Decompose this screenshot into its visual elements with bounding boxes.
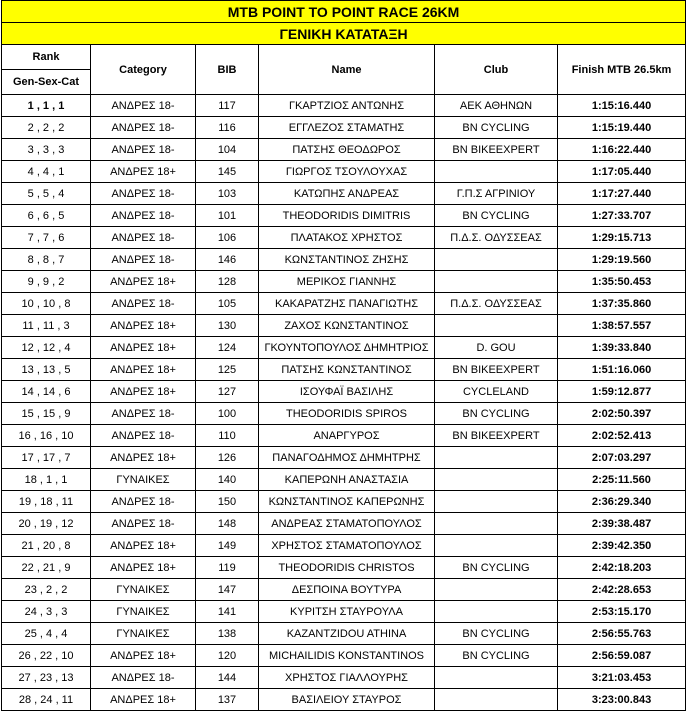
club-cell: BN CYCLING — [435, 557, 558, 579]
name-cell: ΖΑΧΟΣ ΚΩΝΣΤΑΝΤΙΝΟΣ — [259, 315, 435, 337]
classification-title: ΓΕΝΙΚΗ ΚΑΤΑΤΑΞΗ — [2, 23, 686, 45]
rank-cell: 10 , 10 , 8 — [2, 293, 91, 315]
bib-cell: 119 — [196, 557, 259, 579]
rank-cell: 9 , 9 , 2 — [2, 271, 91, 293]
table-row — [2, 117, 686, 139]
rank-cell: 14 , 14 , 6 — [2, 381, 91, 403]
subtitle-row — [2, 23, 686, 45]
finish-time-cell: 3:23:00.843 — [558, 689, 686, 711]
category-cell: ΑΝΔΡΕΣ 18+ — [91, 447, 196, 469]
finish-time-cell: 2:56:59.087 — [558, 645, 686, 667]
finish-time-cell: 2:42:28.653 — [558, 579, 686, 601]
bib-cell: 100 — [196, 403, 259, 425]
table-row — [2, 447, 686, 469]
bib-cell: 144 — [196, 667, 259, 689]
name-cell: ΕΓΓΛΕΖΟΣ ΣΤΑΜΑΤΗΣ — [259, 117, 435, 139]
finish-time-cell: 1:17:27.440 — [558, 183, 686, 205]
rank-cell: 25 , 4 , 4 — [2, 623, 91, 645]
bib-cell: 137 — [196, 689, 259, 711]
bib-cell: 105 — [196, 293, 259, 315]
club-cell: BN BIKEEXPERT — [435, 139, 558, 161]
club-cell — [435, 535, 558, 557]
category-cell: ΑΝΔΡΕΣ 18- — [91, 667, 196, 689]
finish-time-cell: 1:35:50.453 — [558, 271, 686, 293]
finish-time-cell: 2:53:15.170 — [558, 601, 686, 623]
rank-cell: 15 , 15 , 9 — [2, 403, 91, 425]
table-row — [2, 227, 686, 249]
table-row — [2, 381, 686, 403]
table-row — [2, 95, 686, 117]
name-cell: KAZANTZIDOU ATHINA — [259, 623, 435, 645]
club-cell: Π.Δ.Σ. ΟΔΥΣΣΕΑΣ — [435, 227, 558, 249]
bib-cell: 145 — [196, 161, 259, 183]
bib-cell: 124 — [196, 337, 259, 359]
results-body — [2, 95, 686, 711]
category-cell: ΑΝΔΡΕΣ 18- — [91, 117, 196, 139]
finish-time-cell: 3:21:03.453 — [558, 667, 686, 689]
name-cell: ΓΚΟΥΝΤΟΠΟΥΛΟΣ ΔΗΜΗΤΡΙΟΣ — [259, 337, 435, 359]
bib-cell: 146 — [196, 249, 259, 271]
table-row — [2, 645, 686, 667]
rank-cell: 4 , 4 , 1 — [2, 161, 91, 183]
header-name: Name — [259, 45, 435, 95]
club-cell — [435, 315, 558, 337]
name-cell: ΙΣΟΥΦΑΪ ΒΑΣΙΛΗΣ — [259, 381, 435, 403]
category-cell: ΑΝΔΡΕΣ 18+ — [91, 337, 196, 359]
bib-cell: 148 — [196, 513, 259, 535]
category-cell: ΑΝΔΡΕΣ 18- — [91, 139, 196, 161]
name-cell: ΑΝΔΡΕΑΣ ΣΤΑΜΑΤΟΠΟΥΛΟΣ — [259, 513, 435, 535]
rank-cell: 17 , 17 , 7 — [2, 447, 91, 469]
results-table — [1, 0, 686, 711]
bib-cell: 150 — [196, 491, 259, 513]
name-cell: ΚΑΠΕΡΩΝΗ ΑΝΑΣΤΑΣΙΑ — [259, 469, 435, 491]
finish-time-cell: 1:17:05.440 — [558, 161, 686, 183]
club-cell — [435, 447, 558, 469]
club-cell — [435, 271, 558, 293]
name-cell: ΓΙΩΡΓΟΣ ΤΣΟΥΛΟΥΧΑΣ — [259, 161, 435, 183]
bib-cell: 141 — [196, 601, 259, 623]
name-cell: THEODORIDIS CHRISTOS — [259, 557, 435, 579]
bib-cell: 117 — [196, 95, 259, 117]
table-row — [2, 689, 686, 711]
club-cell: Π.Δ.Σ. ΟΔΥΣΣΕΑΣ — [435, 293, 558, 315]
name-cell: ΚΑΤΩΠΗΣ ΑΝΔΡΕΑΣ — [259, 183, 435, 205]
club-cell — [435, 249, 558, 271]
header-finish: Finish MTB 26.5km — [558, 45, 686, 95]
category-cell: ΑΝΔΡΕΣ 18- — [91, 491, 196, 513]
bib-cell: 147 — [196, 579, 259, 601]
rank-cell: 2 , 2 , 2 — [2, 117, 91, 139]
rank-cell: 28 , 24 , 11 — [2, 689, 91, 711]
header-bib: BIB — [196, 45, 259, 95]
bib-cell: 127 — [196, 381, 259, 403]
bib-cell: 128 — [196, 271, 259, 293]
category-cell: ΓΥΝΑΙΚΕΣ — [91, 469, 196, 491]
rank-cell: 16 , 16 , 10 — [2, 425, 91, 447]
category-cell: ΑΝΔΡΕΣ 18- — [91, 403, 196, 425]
club-cell: BN BIKEEXPERT — [435, 359, 558, 381]
name-cell: ΓΚΑΡΤΖΙΟΣ ΑΝΤΩΝΗΣ — [259, 95, 435, 117]
club-cell — [435, 667, 558, 689]
rank-cell: 5 , 5 , 4 — [2, 183, 91, 205]
category-cell: ΑΝΔΡΕΣ 18- — [91, 293, 196, 315]
category-cell: ΑΝΔΡΕΣ 18+ — [91, 535, 196, 557]
bib-cell: 116 — [196, 117, 259, 139]
name-cell: THEODORIDIS DIMITRIS — [259, 205, 435, 227]
club-cell: D. GOU — [435, 337, 558, 359]
rank-cell: 3 , 3 , 3 — [2, 139, 91, 161]
name-cell: ΠΑΤΣΗΣ ΘΕΟΔΩΡΟΣ — [259, 139, 435, 161]
table-row — [2, 139, 686, 161]
club-cell — [435, 689, 558, 711]
finish-time-cell: 2:42:18.203 — [558, 557, 686, 579]
table-row — [2, 579, 686, 601]
table-row — [2, 535, 686, 557]
rank-cell: 12 , 12 , 4 — [2, 337, 91, 359]
category-cell: ΑΝΔΡΕΣ 18+ — [91, 359, 196, 381]
club-cell — [435, 491, 558, 513]
name-cell: ΠΛΑΤΑΚΟΣ ΧΡΗΣΤΟΣ — [259, 227, 435, 249]
category-cell: ΓΥΝΑΙΚΕΣ — [91, 623, 196, 645]
bib-cell: 103 — [196, 183, 259, 205]
club-cell — [435, 513, 558, 535]
name-cell: ΚΑΚΑΡΑΤΖΗΣ ΠΑΝΑΓΙΩΤΗΣ — [259, 293, 435, 315]
table-row — [2, 557, 686, 579]
category-cell: ΑΝΔΡΕΣ 18+ — [91, 645, 196, 667]
bib-cell: 104 — [196, 139, 259, 161]
club-cell: CYCLELAND — [435, 381, 558, 403]
rank-cell: 11 , 11 , 3 — [2, 315, 91, 337]
table-row — [2, 293, 686, 315]
category-cell: ΑΝΔΡΕΣ 18- — [91, 227, 196, 249]
name-cell: THEODORIDIS SPIROS — [259, 403, 435, 425]
bib-cell: 149 — [196, 535, 259, 557]
name-cell: ΔΕΣΠΟΙΝΑ ΒΟΥΤΥΡΑ — [259, 579, 435, 601]
club-cell — [435, 601, 558, 623]
finish-time-cell: 1:27:33.707 — [558, 205, 686, 227]
category-cell: ΑΝΔΡΕΣ 18- — [91, 183, 196, 205]
table-row — [2, 623, 686, 645]
finish-time-cell: 1:15:16.440 — [558, 95, 686, 117]
name-cell: ΑΝΑΡΓΥΡΟΣ — [259, 425, 435, 447]
name-cell: ΚΥΡΙΤΣΗ ΣΤΑΥΡΟΥΛΑ — [259, 601, 435, 623]
rank-cell: 6 , 6 , 5 — [2, 205, 91, 227]
club-cell: BN BIKEEXPERT — [435, 425, 558, 447]
club-cell — [435, 161, 558, 183]
rank-cell: 18 , 1 , 1 — [2, 469, 91, 491]
category-cell: ΑΝΔΡΕΣ 18- — [91, 249, 196, 271]
table-row — [2, 469, 686, 491]
category-cell: ΑΝΔΡΕΣ 18+ — [91, 315, 196, 337]
bib-cell: 110 — [196, 425, 259, 447]
bib-cell: 125 — [196, 359, 259, 381]
name-cell: ΚΩΝΣΤΑΝΤΙΝΟΣ ΖΗΣΗΣ — [259, 249, 435, 271]
finish-time-cell: 1:16:22.440 — [558, 139, 686, 161]
header-club: Club — [435, 45, 558, 95]
bib-cell: 140 — [196, 469, 259, 491]
header-rank-sub: Gen-Sex-Cat — [2, 70, 91, 95]
finish-time-cell: 1:15:19.440 — [558, 117, 686, 139]
table-row — [2, 249, 686, 271]
club-cell — [435, 579, 558, 601]
rank-cell: 19 , 18 , 11 — [2, 491, 91, 513]
table-row — [2, 183, 686, 205]
rank-cell: 1 , 1 , 1 — [2, 95, 91, 117]
finish-time-cell: 2:25:11.560 — [558, 469, 686, 491]
finish-time-cell: 1:39:33.840 — [558, 337, 686, 359]
category-cell: ΑΝΔΡΕΣ 18+ — [91, 381, 196, 403]
finish-time-cell: 1:37:35.860 — [558, 293, 686, 315]
finish-time-cell: 2:02:50.397 — [558, 403, 686, 425]
finish-time-cell: 1:51:16.060 — [558, 359, 686, 381]
rank-cell: 27 , 23 , 13 — [2, 667, 91, 689]
category-cell: ΑΝΔΡΕΣ 18- — [91, 425, 196, 447]
club-cell: BN CYCLING — [435, 645, 558, 667]
header-row — [2, 45, 686, 70]
name-cell: ΚΩΝΣΤΑΝΤΙΝΟΣ ΚΑΠΕΡΩΝΗΣ — [259, 491, 435, 513]
finish-time-cell: 1:29:19.560 — [558, 249, 686, 271]
bib-cell: 120 — [196, 645, 259, 667]
club-cell: ΑΕΚ ΑΘΗΝΩΝ — [435, 95, 558, 117]
table-row — [2, 425, 686, 447]
name-cell: ΒΑΣΙΛΕΙΟΥ ΣΤΑΥΡΟΣ — [259, 689, 435, 711]
table-row — [2, 403, 686, 425]
header-rank: Rank — [2, 45, 91, 70]
club-cell: BN CYCLING — [435, 623, 558, 645]
table-row — [2, 667, 686, 689]
category-cell: ΑΝΔΡΕΣ 18- — [91, 95, 196, 117]
rank-cell: 26 , 22 , 10 — [2, 645, 91, 667]
name-cell: ΧΡΗΣΤΟΣ ΣΤΑΜΑΤΟΠΟΥΛΟΣ — [259, 535, 435, 557]
category-cell: ΑΝΔΡΕΣ 18+ — [91, 557, 196, 579]
header-category: Category — [91, 45, 196, 95]
rank-cell: 8 , 8 , 7 — [2, 249, 91, 271]
category-cell: ΑΝΔΡΕΣ 18+ — [91, 161, 196, 183]
table-row — [2, 271, 686, 293]
finish-time-cell: 1:38:57.557 — [558, 315, 686, 337]
name-cell: ΜΕΡΙΚΟΣ ΓΙΑΝΝΗΣ — [259, 271, 435, 293]
table-row — [2, 513, 686, 535]
name-cell: MICHAILIDIS KONSTANTINOS — [259, 645, 435, 667]
finish-time-cell: 2:07:03.297 — [558, 447, 686, 469]
category-cell: ΑΝΔΡΕΣ 18+ — [91, 689, 196, 711]
bib-cell: 106 — [196, 227, 259, 249]
name-cell: ΠΑΝΑΓΟΔΗΜΟΣ ΔΗΜΗΤΡΗΣ — [259, 447, 435, 469]
bib-cell: 126 — [196, 447, 259, 469]
category-cell: ΓΥΝΑΙΚΕΣ — [91, 579, 196, 601]
club-cell: Γ.Π.Σ ΑΓΡΙΝΙΟΥ — [435, 183, 558, 205]
category-cell: ΑΝΔΡΕΣ 18- — [91, 513, 196, 535]
bib-cell: 130 — [196, 315, 259, 337]
rank-cell: 23 , 2 , 2 — [2, 579, 91, 601]
finish-time-cell: 2:36:29.340 — [558, 491, 686, 513]
rank-cell: 13 , 13 , 5 — [2, 359, 91, 381]
category-cell: ΓΥΝΑΙΚΕΣ — [91, 601, 196, 623]
finish-time-cell: 2:39:42.350 — [558, 535, 686, 557]
finish-time-cell: 1:29:15.713 — [558, 227, 686, 249]
category-cell: ΑΝΔΡΕΣ 18- — [91, 205, 196, 227]
rank-cell: 22 , 21 , 9 — [2, 557, 91, 579]
bib-cell: 101 — [196, 205, 259, 227]
finish-time-cell: 2:56:55.763 — [558, 623, 686, 645]
title-row — [2, 1, 686, 23]
club-cell: BN CYCLING — [435, 403, 558, 425]
table-row — [2, 337, 686, 359]
category-cell: ΑΝΔΡΕΣ 18+ — [91, 271, 196, 293]
table-row — [2, 491, 686, 513]
finish-time-cell: 2:02:52.413 — [558, 425, 686, 447]
rank-cell: 21 , 20 , 8 — [2, 535, 91, 557]
race-title: MTB POINT TO POINT RACE 26KM — [2, 1, 686, 23]
name-cell: ΧΡΗΣΤΟΣ ΓΙΑΛΛΟΥΡΗΣ — [259, 667, 435, 689]
club-cell — [435, 469, 558, 491]
name-cell: ΠΑΤΣΗΣ ΚΩΝΣΤΑΝΤΙΝΟΣ — [259, 359, 435, 381]
table-row — [2, 161, 686, 183]
table-row — [2, 359, 686, 381]
finish-time-cell: 1:59:12.877 — [558, 381, 686, 403]
bib-cell: 138 — [196, 623, 259, 645]
rank-cell: 7 , 7 , 6 — [2, 227, 91, 249]
table-row — [2, 315, 686, 337]
table-row — [2, 601, 686, 623]
table-row — [2, 205, 686, 227]
club-cell: BN CYCLING — [435, 205, 558, 227]
rank-cell: 20 , 19 , 12 — [2, 513, 91, 535]
club-cell: BN CYCLING — [435, 117, 558, 139]
rank-cell: 24 , 3 , 3 — [2, 601, 91, 623]
finish-time-cell: 2:39:38.487 — [558, 513, 686, 535]
